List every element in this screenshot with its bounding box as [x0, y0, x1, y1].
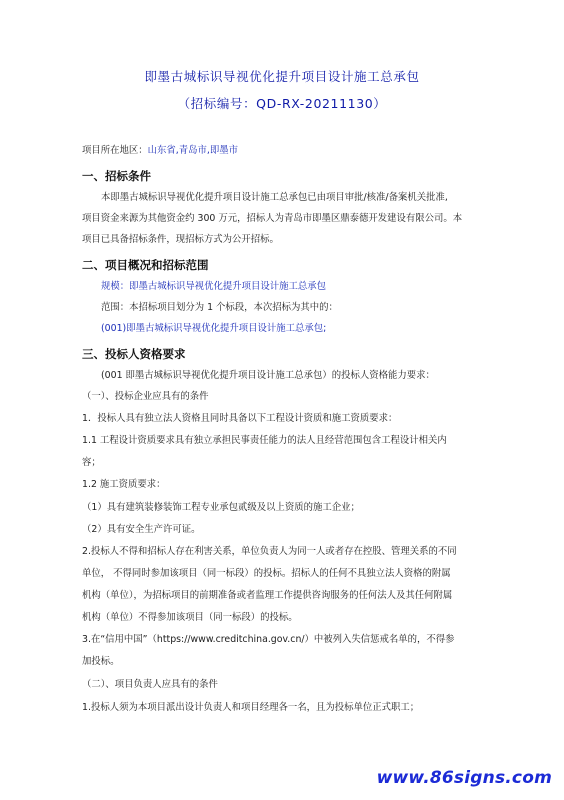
- paragraph-line: (001 即墨古城标识导视优化提升项目设计施工总承包）的投标人资格能力要求：: [101, 370, 435, 381]
- section-heading-overview-scope: 二、项目概况和招标范围: [82, 258, 209, 272]
- paragraph-line: 项目资金来源为其他资金约 300 万元，招标人为青岛市即墨区鼎泰德开发建设有限公司。本: [82, 213, 463, 224]
- paragraph-line: 机构（单位）不得参加该项目（同一标段）的投标。: [82, 612, 298, 623]
- project-scale: 规模：即墨古城标识导视优化提升项目设计施工总承包: [101, 281, 327, 292]
- paragraph-line: 3.在“信用中国”（https://www.creditchina.gov.cn/）中被列入失信惩戒名单的，不得参: [82, 634, 455, 645]
- paragraph-line: 1．投标人具有独立法人资格且同时具备以下工程设计资质和施工资质要求：: [82, 413, 398, 424]
- project-scope: 范围：本招标项目划分为 1 个标段，本次招标为其中的：: [101, 302, 338, 313]
- document-title: 即墨古城标识导视优化提升项目设计施工总承包: [144, 69, 420, 84]
- paragraph-line: 加投标。: [82, 656, 120, 667]
- paragraph-line: 本即墨古城标识导视优化提升项目设计施工总承包已由项目审批/核准/备案机关批准,: [101, 192, 448, 203]
- location-value: 山东省,青岛市,即墨市: [147, 145, 238, 156]
- paragraph-line: 单位， 不得同时参加该项目（同一标段）的投标。招标人的任何不具独立法人资格的附属: [82, 568, 451, 579]
- paragraph-line: 机构（单位），为招标项目的前期准备或者监理工作提供咨询服务的任何法人及其任何附属: [82, 590, 453, 601]
- paragraph-line: （一）、投标企业应具有的条件: [82, 391, 209, 402]
- tender-number: （招标编号：QD-RX-20211130）: [177, 96, 387, 111]
- paragraph-line: （二）、项目负责人应具有的条件: [82, 679, 218, 690]
- paragraph-line: （2）具有安全生产许可证。: [82, 524, 201, 535]
- location-label: 项目所在地区：: [82, 145, 148, 156]
- section-heading-qualifications: 三、投标人资格要求: [82, 347, 186, 361]
- paragraph-line: 1.1 工程设计资质要求具有独立承担民事责任能力的法人且经营范围包含工程设计相关内: [82, 435, 447, 446]
- paragraph-line: 1.投标人须为本项目派出设计负责人和项目经理各一名，且为投标单位正式职工；: [82, 702, 420, 713]
- paragraph-line: 1.2 施工资质要求：: [82, 479, 166, 490]
- project-location: [82, 145, 238, 157]
- paragraph-line: 容；: [82, 457, 101, 468]
- project-lot: (001)即墨古城标识导视优化提升项目设计施工总承包;: [101, 323, 327, 334]
- site-watermark: www.86signs.com: [376, 768, 552, 788]
- paragraph-line: 项目已具备招标条件，现招标方式为公开招标。: [82, 234, 279, 245]
- paragraph-line: （1）具有建筑装修装饰工程专业承包贰级及以上资质的施工企业；: [82, 502, 360, 513]
- section-heading-tender-conditions: 一、招标条件: [82, 169, 151, 183]
- paragraph-line: 2.投标人不得和招标人存在利害关系，单位负责人为同一人或者存在控股、管理关系的不同: [82, 546, 457, 557]
